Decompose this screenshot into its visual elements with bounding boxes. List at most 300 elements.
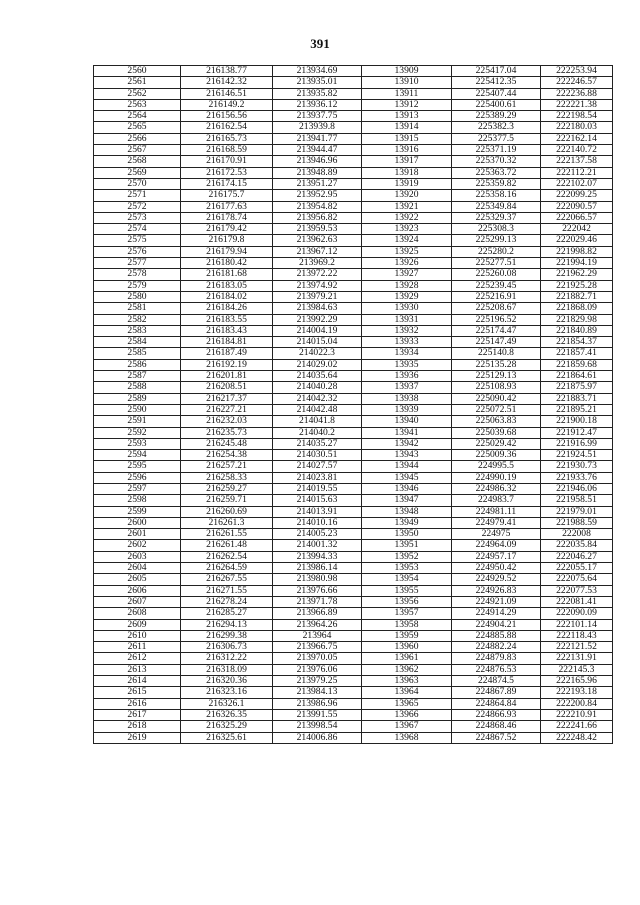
point-number-cell: 2615 bbox=[94, 687, 181, 698]
y-coordinate-cell: 213964.26 bbox=[273, 619, 362, 630]
x-coordinate-cell-2: 224950.42 bbox=[452, 563, 541, 574]
table-row bbox=[94, 732, 613, 743]
point-number-cell: 2585 bbox=[94, 348, 181, 359]
y-coordinate-cell-2: 222198.54 bbox=[541, 111, 613, 122]
y-coordinate-cell: 213992.29 bbox=[273, 314, 362, 325]
point-number-cell: 2607 bbox=[94, 596, 181, 607]
y-coordinate-cell: 213969.2 bbox=[273, 258, 362, 269]
x-coordinate-cell-2: 225377.5 bbox=[452, 133, 541, 144]
y-coordinate-cell: 213941.77 bbox=[273, 133, 362, 144]
point-number-cell: 2603 bbox=[94, 551, 181, 562]
point-number-cell: 2562 bbox=[94, 88, 181, 99]
point-number-cell-2: 13925 bbox=[362, 246, 452, 257]
x-coordinate-cell: 216179.94 bbox=[181, 246, 273, 257]
point-number-cell-2: 13914 bbox=[362, 122, 452, 133]
table-row bbox=[94, 393, 613, 404]
x-coordinate-cell-2: 225358.16 bbox=[452, 190, 541, 201]
x-coordinate-cell-2: 224867.89 bbox=[452, 687, 541, 698]
point-number-cell-2: 13913 bbox=[362, 111, 452, 122]
y-coordinate-cell-2: 222180.03 bbox=[541, 122, 613, 133]
table-row bbox=[94, 687, 613, 698]
point-number-cell-2: 13929 bbox=[362, 291, 452, 302]
table-row bbox=[94, 111, 613, 122]
page-number: 391 bbox=[310, 36, 330, 51]
point-number-cell-2: 13940 bbox=[362, 416, 452, 427]
y-coordinate-cell-2: 222246.57 bbox=[541, 77, 613, 88]
y-coordinate-cell-2: 222210.91 bbox=[541, 709, 613, 720]
table-row bbox=[94, 66, 613, 77]
point-number-cell: 2604 bbox=[94, 563, 181, 574]
x-coordinate-cell: 216254.38 bbox=[181, 450, 273, 461]
point-number-cell-2: 13945 bbox=[362, 472, 452, 483]
table-row bbox=[94, 450, 613, 461]
y-coordinate-cell-2: 222165.96 bbox=[541, 676, 613, 687]
table-row bbox=[94, 642, 613, 653]
y-coordinate-cell-2: 222055.17 bbox=[541, 563, 613, 574]
x-coordinate-cell-2: 225135.28 bbox=[452, 359, 541, 370]
table-row bbox=[94, 438, 613, 449]
y-coordinate-cell-2: 222102.07 bbox=[541, 178, 613, 189]
y-coordinate-cell: 213959.53 bbox=[273, 224, 362, 235]
table-row bbox=[94, 563, 613, 574]
table-row bbox=[94, 145, 613, 156]
table-row bbox=[94, 427, 613, 438]
point-number-cell-2: 13942 bbox=[362, 438, 452, 449]
y-coordinate-cell-2: 221998.82 bbox=[541, 246, 613, 257]
y-coordinate-cell-2: 221883.71 bbox=[541, 393, 613, 404]
y-coordinate-cell-2: 221925.28 bbox=[541, 280, 613, 291]
x-coordinate-cell-2: 224921.09 bbox=[452, 596, 541, 607]
y-coordinate-cell: 214015.63 bbox=[273, 495, 362, 506]
x-coordinate-cell-2: 225400.61 bbox=[452, 99, 541, 110]
x-coordinate-cell: 216162.54 bbox=[181, 122, 273, 133]
table-row bbox=[94, 676, 613, 687]
point-number-cell: 2608 bbox=[94, 608, 181, 619]
point-number-cell: 2606 bbox=[94, 585, 181, 596]
point-number-cell-2: 13965 bbox=[362, 698, 452, 709]
point-number-cell-2: 13958 bbox=[362, 619, 452, 630]
y-coordinate-cell-2: 222241.66 bbox=[541, 721, 613, 732]
x-coordinate-cell-2: 225239.45 bbox=[452, 280, 541, 291]
y-coordinate-cell: 214035.64 bbox=[273, 371, 362, 382]
x-coordinate-cell-2: 225349.84 bbox=[452, 201, 541, 212]
x-coordinate-cell: 216179.8 bbox=[181, 235, 273, 246]
y-coordinate-cell: 213935.82 bbox=[273, 88, 362, 99]
point-number-cell: 2572 bbox=[94, 201, 181, 212]
x-coordinate-cell-2: 224885.88 bbox=[452, 630, 541, 641]
y-coordinate-cell-2: 221979.01 bbox=[541, 506, 613, 517]
table-row bbox=[94, 529, 613, 540]
y-coordinate-cell-2: 222145.3 bbox=[541, 664, 613, 675]
y-coordinate-cell-2: 221859.68 bbox=[541, 359, 613, 370]
y-coordinate-cell: 213962.63 bbox=[273, 235, 362, 246]
x-coordinate-cell-2: 224874.5 bbox=[452, 676, 541, 687]
x-coordinate-cell: 216271.55 bbox=[181, 585, 273, 596]
y-coordinate-cell-2: 222121.52 bbox=[541, 642, 613, 653]
y-coordinate-cell: 213976.06 bbox=[273, 664, 362, 675]
x-coordinate-cell-2: 225417.04 bbox=[452, 66, 541, 77]
table-row bbox=[94, 506, 613, 517]
x-coordinate-cell: 216261.3 bbox=[181, 517, 273, 528]
y-coordinate-cell-2: 222008 bbox=[541, 529, 613, 540]
x-coordinate-cell-2: 225260.08 bbox=[452, 269, 541, 280]
point-number-cell-2: 13953 bbox=[362, 563, 452, 574]
y-coordinate-cell: 214042.48 bbox=[273, 404, 362, 415]
point-number-cell: 2588 bbox=[94, 382, 181, 393]
y-coordinate-cell-2: 221868.09 bbox=[541, 303, 613, 314]
y-coordinate-cell-2: 222090.57 bbox=[541, 201, 613, 212]
point-number-cell: 2570 bbox=[94, 178, 181, 189]
y-coordinate-cell-2: 222075.64 bbox=[541, 574, 613, 585]
x-coordinate-cell-2: 224868.46 bbox=[452, 721, 541, 732]
y-coordinate-cell: 213972.22 bbox=[273, 269, 362, 280]
y-coordinate-cell: 214029.02 bbox=[273, 359, 362, 370]
point-number-cell: 2582 bbox=[94, 314, 181, 325]
x-coordinate-cell: 216175.7 bbox=[181, 190, 273, 201]
y-coordinate-cell: 214015.04 bbox=[273, 337, 362, 348]
y-coordinate-cell-2: 221840.89 bbox=[541, 325, 613, 336]
point-number-cell-2: 13911 bbox=[362, 88, 452, 99]
y-coordinate-cell-2: 222118.43 bbox=[541, 630, 613, 641]
point-number-cell-2: 13912 bbox=[362, 99, 452, 110]
point-number-cell: 2593 bbox=[94, 438, 181, 449]
point-number-cell-2: 13961 bbox=[362, 653, 452, 664]
y-coordinate-cell-2: 221900.18 bbox=[541, 416, 613, 427]
point-number-cell: 2612 bbox=[94, 653, 181, 664]
x-coordinate-cell-2: 224864.84 bbox=[452, 698, 541, 709]
y-coordinate-cell: 213991.55 bbox=[273, 709, 362, 720]
x-coordinate-cell-2: 225009.36 bbox=[452, 450, 541, 461]
y-coordinate-cell-2: 221933.76 bbox=[541, 472, 613, 483]
y-coordinate-cell: 214042.32 bbox=[273, 393, 362, 404]
y-coordinate-cell: 214019.55 bbox=[273, 483, 362, 494]
y-coordinate-cell-2: 221958.51 bbox=[541, 495, 613, 506]
y-coordinate-cell-2: 222046.27 bbox=[541, 551, 613, 562]
table-row bbox=[94, 404, 613, 415]
x-coordinate-cell: 216170.91 bbox=[181, 156, 273, 167]
y-coordinate-cell-2: 222162.14 bbox=[541, 133, 613, 144]
y-coordinate-cell: 213952.95 bbox=[273, 190, 362, 201]
table-row bbox=[94, 416, 613, 427]
point-number-cell: 2605 bbox=[94, 574, 181, 585]
y-coordinate-cell: 213980.98 bbox=[273, 574, 362, 585]
y-coordinate-cell: 214041.8 bbox=[273, 416, 362, 427]
y-coordinate-cell-2: 221854.37 bbox=[541, 337, 613, 348]
x-coordinate-cell: 216181.68 bbox=[181, 269, 273, 280]
point-number-cell: 2595 bbox=[94, 461, 181, 472]
x-coordinate-cell: 216235.73 bbox=[181, 427, 273, 438]
x-coordinate-cell: 216261.48 bbox=[181, 540, 273, 551]
table-row bbox=[94, 483, 613, 494]
point-number-cell: 2567 bbox=[94, 145, 181, 156]
y-coordinate-cell-2: 222029.46 bbox=[541, 235, 613, 246]
y-coordinate-cell: 214040.2 bbox=[273, 427, 362, 438]
x-coordinate-cell-2: 224979.41 bbox=[452, 517, 541, 528]
x-coordinate-cell-2: 225029.42 bbox=[452, 438, 541, 449]
x-coordinate-cell-2: 225174.47 bbox=[452, 325, 541, 336]
point-number-cell-2: 13966 bbox=[362, 709, 452, 720]
table-row bbox=[94, 291, 613, 302]
x-coordinate-cell: 216257.21 bbox=[181, 461, 273, 472]
table-row bbox=[94, 178, 613, 189]
table-row bbox=[94, 574, 613, 585]
point-number-cell-2: 13931 bbox=[362, 314, 452, 325]
point-number-cell-2: 13949 bbox=[362, 517, 452, 528]
point-number-cell-2: 13947 bbox=[362, 495, 452, 506]
point-number-cell-2: 13948 bbox=[362, 506, 452, 517]
x-coordinate-cell: 216259.71 bbox=[181, 495, 273, 506]
point-number-cell: 2587 bbox=[94, 371, 181, 382]
point-number-cell: 2568 bbox=[94, 156, 181, 167]
x-coordinate-cell: 216285.27 bbox=[181, 608, 273, 619]
point-number-cell: 2580 bbox=[94, 291, 181, 302]
y-coordinate-cell: 213971.78 bbox=[273, 596, 362, 607]
y-coordinate-cell-2: 222248.42 bbox=[541, 732, 613, 743]
point-number-cell: 2610 bbox=[94, 630, 181, 641]
x-coordinate-cell-2: 225412.35 bbox=[452, 77, 541, 88]
point-number-cell: 2584 bbox=[94, 337, 181, 348]
x-coordinate-cell: 216177.63 bbox=[181, 201, 273, 212]
x-coordinate-cell-2: 225129.13 bbox=[452, 371, 541, 382]
point-number-cell-2: 13924 bbox=[362, 235, 452, 246]
x-coordinate-cell: 216156.56 bbox=[181, 111, 273, 122]
point-number-cell: 2569 bbox=[94, 167, 181, 178]
table-row bbox=[94, 201, 613, 212]
point-number-cell-2: 13967 bbox=[362, 721, 452, 732]
table-row bbox=[94, 77, 613, 88]
point-number-cell-2: 13960 bbox=[362, 642, 452, 653]
table-row bbox=[94, 619, 613, 630]
table-row bbox=[94, 596, 613, 607]
point-number-cell: 2576 bbox=[94, 246, 181, 257]
y-coordinate-cell: 213974.92 bbox=[273, 280, 362, 291]
y-coordinate-cell-2: 222099.25 bbox=[541, 190, 613, 201]
y-coordinate-cell-2: 221857.41 bbox=[541, 348, 613, 359]
table-row bbox=[94, 122, 613, 133]
x-coordinate-cell-2: 225196.52 bbox=[452, 314, 541, 325]
x-coordinate-cell: 216318.09 bbox=[181, 664, 273, 675]
x-coordinate-cell: 216201.81 bbox=[181, 371, 273, 382]
y-coordinate-cell: 213934.69 bbox=[273, 66, 362, 77]
x-coordinate-cell: 216168.59 bbox=[181, 145, 273, 156]
point-number-cell-2: 13938 bbox=[362, 393, 452, 404]
x-coordinate-cell-2: 225359.82 bbox=[452, 178, 541, 189]
point-number-cell-2: 13920 bbox=[362, 190, 452, 201]
point-number-cell-2: 13909 bbox=[362, 66, 452, 77]
table-row bbox=[94, 472, 613, 483]
x-coordinate-cell-2: 224882.24 bbox=[452, 642, 541, 653]
y-coordinate-cell-2: 222081.41 bbox=[541, 596, 613, 607]
y-coordinate-cell: 213998.54 bbox=[273, 721, 362, 732]
point-number-cell-2: 13959 bbox=[362, 630, 452, 641]
point-number-cell-2: 13923 bbox=[362, 224, 452, 235]
x-coordinate-cell: 216227.21 bbox=[181, 404, 273, 415]
point-number-cell-2: 13934 bbox=[362, 348, 452, 359]
table-row bbox=[94, 359, 613, 370]
y-coordinate-cell-2: 221962.29 bbox=[541, 269, 613, 280]
x-coordinate-cell-2: 225147.49 bbox=[452, 337, 541, 348]
table-row bbox=[94, 99, 613, 110]
point-number-cell: 2591 bbox=[94, 416, 181, 427]
x-coordinate-cell-2: 224914.29 bbox=[452, 608, 541, 619]
point-number-cell-2: 13954 bbox=[362, 574, 452, 585]
x-coordinate-cell: 216264.59 bbox=[181, 563, 273, 574]
x-coordinate-cell: 216325.61 bbox=[181, 732, 273, 743]
y-coordinate-cell: 213966.75 bbox=[273, 642, 362, 653]
table-row bbox=[94, 461, 613, 472]
point-number-cell: 2566 bbox=[94, 133, 181, 144]
point-number-cell: 2586 bbox=[94, 359, 181, 370]
table-row bbox=[94, 585, 613, 596]
x-coordinate-cell: 216258.33 bbox=[181, 472, 273, 483]
y-coordinate-cell-2: 222253.94 bbox=[541, 66, 613, 77]
y-coordinate-cell: 213946.96 bbox=[273, 156, 362, 167]
point-number-cell: 2598 bbox=[94, 495, 181, 506]
y-coordinate-cell-2: 222200.84 bbox=[541, 698, 613, 709]
y-coordinate-cell-2: 221988.59 bbox=[541, 517, 613, 528]
y-coordinate-cell: 213935.01 bbox=[273, 77, 362, 88]
point-number-cell: 2600 bbox=[94, 517, 181, 528]
x-coordinate-cell-2: 224879.83 bbox=[452, 653, 541, 664]
y-coordinate-cell-2: 221864.61 bbox=[541, 371, 613, 382]
x-coordinate-cell: 216184.26 bbox=[181, 303, 273, 314]
x-coordinate-cell: 216294.13 bbox=[181, 619, 273, 630]
table-row bbox=[94, 709, 613, 720]
x-coordinate-cell: 216312.22 bbox=[181, 653, 273, 664]
point-number-cell: 2596 bbox=[94, 472, 181, 483]
y-coordinate-cell: 213948.89 bbox=[273, 167, 362, 178]
x-coordinate-cell: 216323.16 bbox=[181, 687, 273, 698]
point-number-cell-2: 13944 bbox=[362, 461, 452, 472]
x-coordinate-cell-2: 225072.51 bbox=[452, 404, 541, 415]
x-coordinate-cell-2: 225090.42 bbox=[452, 393, 541, 404]
point-number-cell-2: 13927 bbox=[362, 269, 452, 280]
x-coordinate-cell: 216306.73 bbox=[181, 642, 273, 653]
point-number-cell: 2618 bbox=[94, 721, 181, 732]
x-coordinate-cell: 216217.37 bbox=[181, 393, 273, 404]
y-coordinate-cell: 214006.86 bbox=[273, 732, 362, 743]
x-coordinate-cell-2: 224964.09 bbox=[452, 540, 541, 551]
point-number-cell-2: 13921 bbox=[362, 201, 452, 212]
point-number-cell: 2579 bbox=[94, 280, 181, 291]
y-coordinate-cell: 214040.28 bbox=[273, 382, 362, 393]
point-number-cell: 2563 bbox=[94, 99, 181, 110]
table-row bbox=[94, 167, 613, 178]
x-coordinate-cell: 216165.73 bbox=[181, 133, 273, 144]
table-row bbox=[94, 608, 613, 619]
point-number-cell: 2573 bbox=[94, 212, 181, 223]
table-row bbox=[94, 517, 613, 528]
x-coordinate-cell: 216138.77 bbox=[181, 66, 273, 77]
x-coordinate-cell-2: 225329.37 bbox=[452, 212, 541, 223]
point-number-cell-2: 13952 bbox=[362, 551, 452, 562]
table-row bbox=[94, 235, 613, 246]
point-number-cell-2: 13917 bbox=[362, 156, 452, 167]
point-number-cell: 2601 bbox=[94, 529, 181, 540]
y-coordinate-cell-2: 222131.91 bbox=[541, 653, 613, 664]
point-number-cell-2: 13957 bbox=[362, 608, 452, 619]
table-row bbox=[94, 551, 613, 562]
point-number-cell: 2616 bbox=[94, 698, 181, 709]
point-number-cell-2: 13943 bbox=[362, 450, 452, 461]
table-row bbox=[94, 156, 613, 167]
point-number-cell: 2575 bbox=[94, 235, 181, 246]
y-coordinate-cell: 213986.14 bbox=[273, 563, 362, 574]
x-coordinate-cell-2: 224867.52 bbox=[452, 732, 541, 743]
y-coordinate-cell-2: 222140.72 bbox=[541, 145, 613, 156]
y-coordinate-cell-2: 221930.73 bbox=[541, 461, 613, 472]
point-number-cell: 2614 bbox=[94, 676, 181, 687]
x-coordinate-cell: 216259.27 bbox=[181, 483, 273, 494]
x-coordinate-cell: 216183.43 bbox=[181, 325, 273, 336]
x-coordinate-cell-2: 224926.83 bbox=[452, 585, 541, 596]
x-coordinate-cell-2: 225277.51 bbox=[452, 258, 541, 269]
y-coordinate-cell: 213937.75 bbox=[273, 111, 362, 122]
point-number-cell: 2560 bbox=[94, 66, 181, 77]
point-number-cell-2: 13918 bbox=[362, 167, 452, 178]
y-coordinate-cell: 213966.89 bbox=[273, 608, 362, 619]
table-row bbox=[94, 212, 613, 223]
y-coordinate-cell-2: 221895.21 bbox=[541, 404, 613, 415]
table-row bbox=[94, 664, 613, 675]
x-coordinate-cell: 216278.24 bbox=[181, 596, 273, 607]
y-coordinate-cell: 213976.66 bbox=[273, 585, 362, 596]
x-coordinate-cell: 216178.74 bbox=[181, 212, 273, 223]
point-number-cell-2: 13933 bbox=[362, 337, 452, 348]
point-number-cell: 2571 bbox=[94, 190, 181, 201]
point-number-cell-2: 13937 bbox=[362, 382, 452, 393]
x-coordinate-cell-2: 225063.83 bbox=[452, 416, 541, 427]
x-coordinate-cell-2: 225208.67 bbox=[452, 303, 541, 314]
point-number-cell: 2594 bbox=[94, 450, 181, 461]
x-coordinate-cell: 216326.1 bbox=[181, 698, 273, 709]
y-coordinate-cell: 214004.19 bbox=[273, 325, 362, 336]
y-coordinate-cell-2: 222193.18 bbox=[541, 687, 613, 698]
y-coordinate-cell: 213984.63 bbox=[273, 303, 362, 314]
table-row bbox=[94, 540, 613, 551]
x-coordinate-cell: 216192.19 bbox=[181, 359, 273, 370]
y-coordinate-cell: 214030.51 bbox=[273, 450, 362, 461]
table-row bbox=[94, 258, 613, 269]
table-row bbox=[94, 630, 613, 641]
y-coordinate-cell-2: 222112.21 bbox=[541, 167, 613, 178]
x-coordinate-cell-2: 225407.44 bbox=[452, 88, 541, 99]
y-coordinate-cell-2: 222221.38 bbox=[541, 99, 613, 110]
point-number-cell-2: 13930 bbox=[362, 303, 452, 314]
y-coordinate-cell: 214013.91 bbox=[273, 506, 362, 517]
x-coordinate-cell-2: 225140.8 bbox=[452, 348, 541, 359]
x-coordinate-cell: 216184.02 bbox=[181, 291, 273, 302]
x-coordinate-cell: 216180.42 bbox=[181, 258, 273, 269]
point-number-cell: 2611 bbox=[94, 642, 181, 653]
point-number-cell: 2613 bbox=[94, 664, 181, 675]
x-coordinate-cell-2: 225371.19 bbox=[452, 145, 541, 156]
y-coordinate-cell-2: 221829.98 bbox=[541, 314, 613, 325]
y-coordinate-cell: 214010.16 bbox=[273, 517, 362, 528]
y-coordinate-cell: 213956.82 bbox=[273, 212, 362, 223]
x-coordinate-cell: 216260.69 bbox=[181, 506, 273, 517]
x-coordinate-cell-2: 224929.52 bbox=[452, 574, 541, 585]
x-coordinate-cell-2: 224904.21 bbox=[452, 619, 541, 630]
x-coordinate-cell: 216299.38 bbox=[181, 630, 273, 641]
y-coordinate-cell-2: 221924.51 bbox=[541, 450, 613, 461]
y-coordinate-cell-2: 222042 bbox=[541, 224, 613, 235]
point-number-cell-2: 13956 bbox=[362, 596, 452, 607]
point-number-cell-2: 13919 bbox=[362, 178, 452, 189]
point-number-cell-2: 13916 bbox=[362, 145, 452, 156]
x-coordinate-cell: 216326.35 bbox=[181, 709, 273, 720]
table-row bbox=[94, 337, 613, 348]
